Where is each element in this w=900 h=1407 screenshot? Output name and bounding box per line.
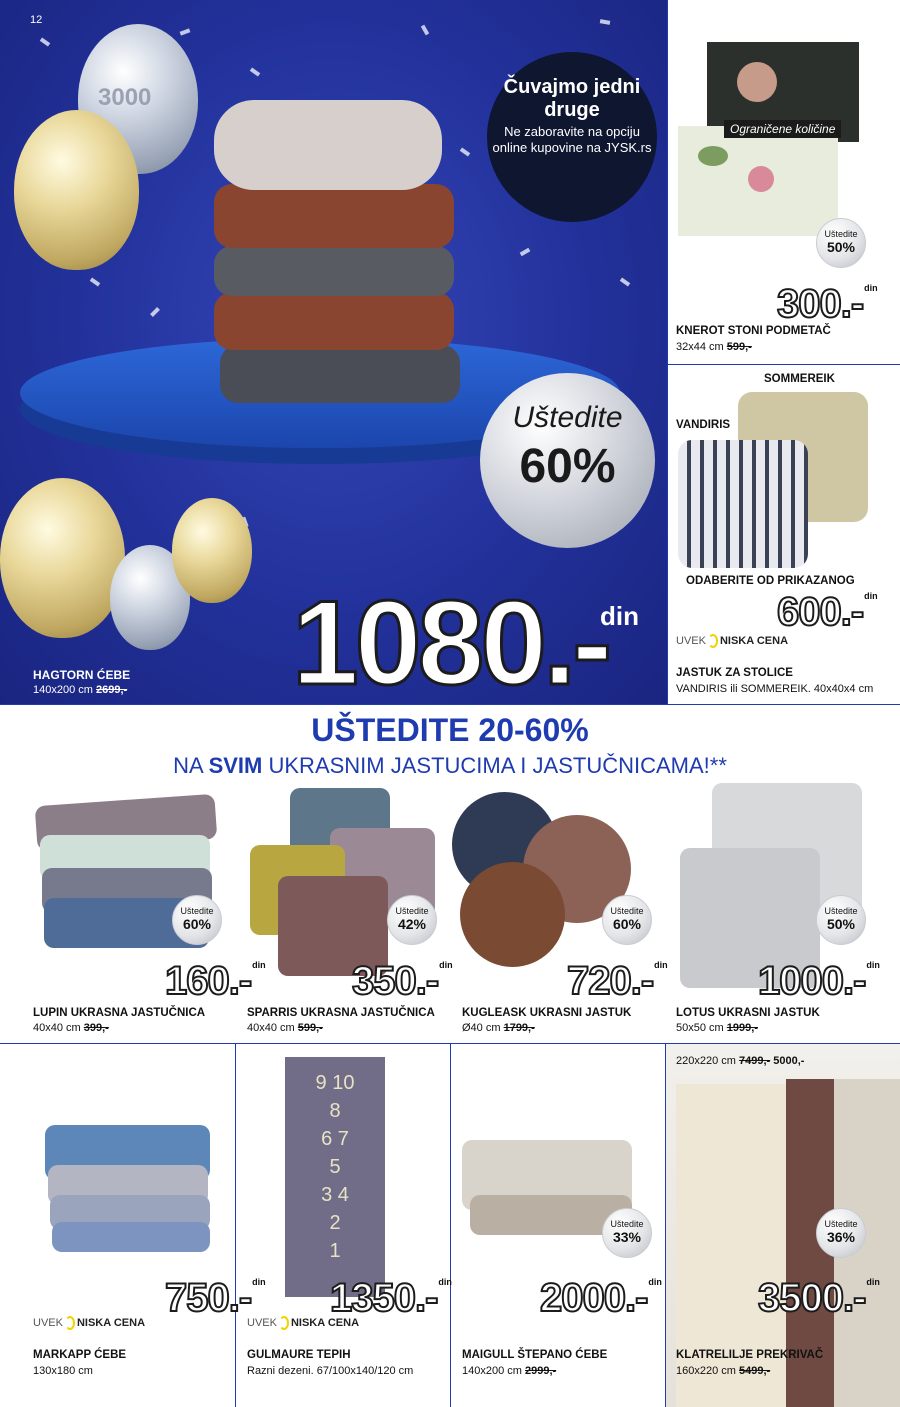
blanket (52, 1222, 210, 1252)
uvek-text: UVEK (247, 1316, 277, 1329)
price (352, 961, 453, 1001)
leaf (698, 146, 728, 166)
price (330, 1278, 452, 1318)
rug-number: 6 (321, 1128, 333, 1150)
confetti (620, 277, 630, 286)
size-text: 32x44 cm (676, 341, 724, 353)
price (777, 592, 878, 632)
product-size (676, 1022, 758, 1034)
product-size (676, 1365, 770, 1377)
old-price: 5499,- (739, 1365, 771, 1377)
hero-price-value: 1080.- (292, 576, 609, 704)
rug-number: 3 (321, 1184, 333, 1206)
price (777, 284, 878, 324)
confetti (600, 19, 611, 25)
size-text: 220x220 cm (676, 1055, 736, 1067)
confetti (250, 67, 260, 76)
product-size: 130x180 cm (33, 1365, 93, 1377)
save-label: Uštedite (610, 1219, 644, 1229)
round-pillow (460, 862, 565, 967)
product-name: HAGTORN ĆEBE (33, 668, 131, 682)
low-price-badge (247, 1316, 359, 1330)
size-text: 40x40 cm (33, 1022, 81, 1034)
save-value: 50% (826, 239, 856, 255)
old-price: 7499,- (739, 1055, 771, 1067)
rug-pattern (307, 1069, 363, 1265)
flower (748, 166, 774, 192)
blanket (214, 246, 454, 296)
size-text: 140x200 cm (33, 684, 93, 696)
product-size: Razni dezeni. 67/100x140/120 cm (247, 1365, 414, 1377)
save-label: Uštedite (824, 1219, 858, 1229)
bubble-text: Ne zaboravite na opciju online kupovine na JYSK.rs (492, 124, 652, 155)
niska-text: NISKA CENA (719, 634, 789, 647)
price-value: 2000.- (540, 1276, 648, 1320)
rug-number: 4 (337, 1184, 349, 1206)
price-value: 3500.- (758, 1276, 866, 1320)
size-text: 40x40 cm (247, 1022, 295, 1034)
bubble-title: Čuvajmo jedni druge (503, 76, 641, 121)
currency-label: din (439, 960, 453, 970)
flower (737, 62, 777, 102)
confetti (421, 25, 429, 36)
save-badge (602, 895, 652, 945)
price-value: 350.- (352, 959, 439, 1003)
save-value: 60% (612, 916, 642, 932)
blanket-roll (214, 100, 442, 190)
old-price: 1799,- (503, 1022, 535, 1034)
size-text: Ø40 cm (462, 1022, 501, 1034)
balloon-label: 3000 (98, 84, 152, 111)
price-value: 1350.- (330, 1276, 438, 1320)
variant-label: SOMMEREIK (764, 373, 835, 385)
balloon-gold (14, 110, 139, 270)
sub-prefix: NA (173, 753, 203, 778)
product-name: KLATRELILJE PREKRIVAČ (676, 1349, 824, 1361)
price (758, 1278, 880, 1318)
product-name: MARKAPP ĆEBE (33, 1349, 127, 1361)
new-price: 5000,- (773, 1055, 805, 1067)
sub-rest: UKRASNIM JASTUCIMA I JASTUČNICAMA!** (268, 753, 727, 778)
blanket (214, 184, 454, 248)
variant-label: VANDIRIS (676, 419, 731, 431)
currency-label: din (600, 601, 639, 631)
rug-number: 1 (329, 1240, 341, 1262)
uvek-text: UVEK (676, 634, 706, 647)
old-price: 399,- (83, 1022, 109, 1034)
save-value: 50% (826, 916, 856, 932)
product-name: SPARRIS UKRASNA JASTUČNICA (247, 1007, 435, 1019)
product-name: GULMAURE TEPIH (247, 1349, 351, 1361)
save-label: Uštedite (395, 906, 429, 916)
limited-label: Ograničene količine (724, 120, 841, 138)
divider (0, 704, 900, 705)
old-price: 1999,- (726, 1022, 758, 1034)
save-badge (172, 895, 222, 945)
cushion-vandiris (678, 440, 808, 568)
price-value: 160.- (165, 959, 252, 1003)
old-price: 599,- (297, 1022, 323, 1034)
ring-icon (708, 634, 718, 648)
save-label: Uštedite (824, 906, 858, 916)
hero-price (292, 576, 639, 704)
product-name: LUPIN UKRASNA JASTUČNICA (33, 1007, 206, 1019)
price-value: 1000.- (758, 959, 866, 1003)
balloon-gold (172, 498, 252, 603)
currency-label: din (866, 960, 880, 970)
sub-bold: SVIM (208, 753, 263, 778)
size-text: 50x50 cm (676, 1022, 724, 1034)
rug-number: 7 (337, 1128, 349, 1150)
save-badge (602, 1208, 652, 1258)
low-price-badge (33, 1316, 145, 1330)
balloon-gold (0, 478, 125, 638)
save-label: Uštedite (610, 906, 644, 916)
divider (450, 1043, 451, 1407)
info-bubble (487, 52, 657, 222)
blanket (220, 345, 460, 403)
rug-number: 9 (315, 1072, 327, 1094)
product-name: JASTUK ZA STOLICE (676, 667, 793, 679)
confetti (460, 147, 470, 156)
divider (667, 0, 668, 704)
currency-label: din (864, 283, 878, 293)
save-badge (816, 218, 866, 268)
low-price-badge (676, 634, 788, 648)
size-note (676, 1055, 804, 1067)
save-value: 33% (612, 1229, 642, 1245)
save-label: Uštedite (180, 906, 214, 916)
rug-number: 10 (332, 1072, 355, 1094)
hero-panel (0, 0, 667, 704)
product-size (462, 1022, 535, 1034)
product-size (33, 684, 127, 696)
product-name: LOTUS UKRASNI JASTUK (676, 1007, 820, 1019)
currency-label: din (866, 1277, 880, 1287)
price (540, 1278, 662, 1318)
niska-text: NISKA CENA (290, 1316, 360, 1329)
price-value: 600.- (777, 590, 864, 634)
rug-number: 2 (329, 1212, 341, 1234)
uvek-text: UVEK (33, 1316, 63, 1329)
size-text: 160x220 cm (676, 1365, 736, 1377)
old-price: 2999,- (525, 1365, 557, 1377)
confetti (40, 37, 50, 46)
currency-label: din (252, 960, 266, 970)
product-size (676, 341, 752, 353)
rug (285, 1057, 385, 1297)
confetti (520, 248, 531, 256)
rug-number: 8 (329, 1100, 341, 1122)
product-size (462, 1365, 556, 1377)
divider (667, 364, 900, 365)
divider (235, 1043, 236, 1407)
price (567, 961, 668, 1001)
save-label: Uštedite (824, 229, 858, 239)
confetti (180, 28, 191, 35)
save-value: 60% (519, 440, 616, 493)
rug-number: 5 (329, 1156, 341, 1178)
currency-label: din (864, 591, 878, 601)
save-value: 42% (397, 916, 427, 932)
promo-subtitle (0, 753, 900, 779)
size-text: 140x200 cm (462, 1365, 522, 1377)
save-label: Uštedite (512, 401, 623, 434)
promo-title: UŠTEDITE 20-60% (311, 712, 589, 748)
save-badge (387, 895, 437, 945)
price-value: 720.- (567, 959, 654, 1003)
old-price: 599,- (726, 341, 752, 353)
niska-text: NISKA CENA (76, 1316, 146, 1329)
price (165, 961, 266, 1001)
product-name: KUGLEASK UKRASNI JASTUK (462, 1007, 632, 1019)
old-price: 2699,- (96, 684, 128, 696)
product-name: KNEROT STONI PODMETAČ (676, 325, 831, 337)
product-name: MAIGULL ŠTEPANO ĆEBE (462, 1349, 608, 1361)
confetti (90, 277, 100, 286)
product-size (247, 1022, 323, 1034)
price-value: 750.- (165, 1276, 252, 1320)
placemat-light (678, 126, 838, 236)
save-badge (816, 1208, 866, 1258)
currency-label: din (648, 1277, 662, 1287)
ring-icon (279, 1316, 289, 1330)
price-value: 300.- (777, 282, 864, 326)
save-value: 60% (182, 916, 212, 932)
price (165, 1278, 266, 1318)
choose-label: ODABERITE OD PRIKAZANOG (686, 575, 855, 587)
blanket (214, 292, 454, 350)
confetti (150, 307, 160, 317)
save-badge (816, 895, 866, 945)
ring-icon (65, 1316, 75, 1330)
page-number: 12 (30, 14, 43, 26)
save-value: 36% (826, 1229, 856, 1245)
product-size (33, 1022, 109, 1034)
save-bubble (480, 373, 655, 548)
product-size: VANDIRIS ili SOMMEREIK. 40x40x4 cm (676, 683, 874, 695)
currency-label: din (438, 1277, 452, 1287)
currency-label: din (654, 960, 668, 970)
currency-label: din (252, 1277, 266, 1287)
price (758, 961, 880, 1001)
